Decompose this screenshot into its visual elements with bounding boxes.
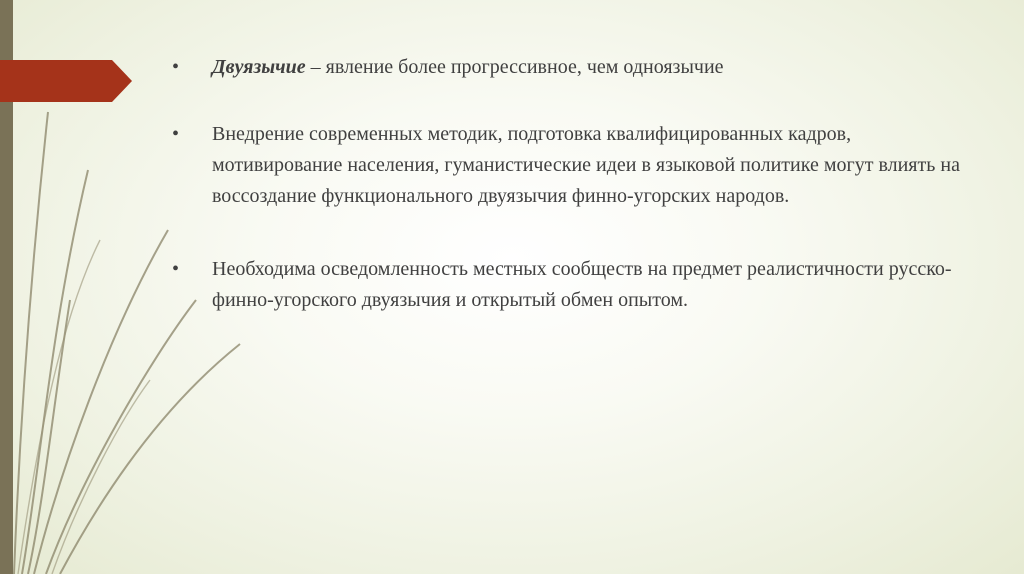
bullet-item xyxy=(172,254,972,316)
bullet-end: . xyxy=(784,185,790,207)
bullet-text: Внедрение современных методик, подготовка квалифицированных кадров, мотивирование населения, гуманистические идеи в языковой политике могут влиять на воссоздание функционального двуязычия финно-угорских народов xyxy=(212,123,960,207)
bullet-item xyxy=(172,52,972,83)
bullet-text: – явление более прогрессивное, чем одноязычие xyxy=(305,56,724,78)
bullet-item xyxy=(172,119,972,212)
bullet-marker: • xyxy=(172,258,180,280)
bullet-term: Двуязычие xyxy=(212,56,306,78)
bullet-marker: • xyxy=(172,123,180,145)
slide-content xyxy=(172,52,972,316)
bullet-end: . xyxy=(682,289,688,311)
bullet-marker: • xyxy=(172,56,180,78)
bullet-text: Необходима осведомленность местных сообществ на предмет реалистичности русско-финно-угорского двуязычия и открытый обмен опытом xyxy=(212,258,952,311)
